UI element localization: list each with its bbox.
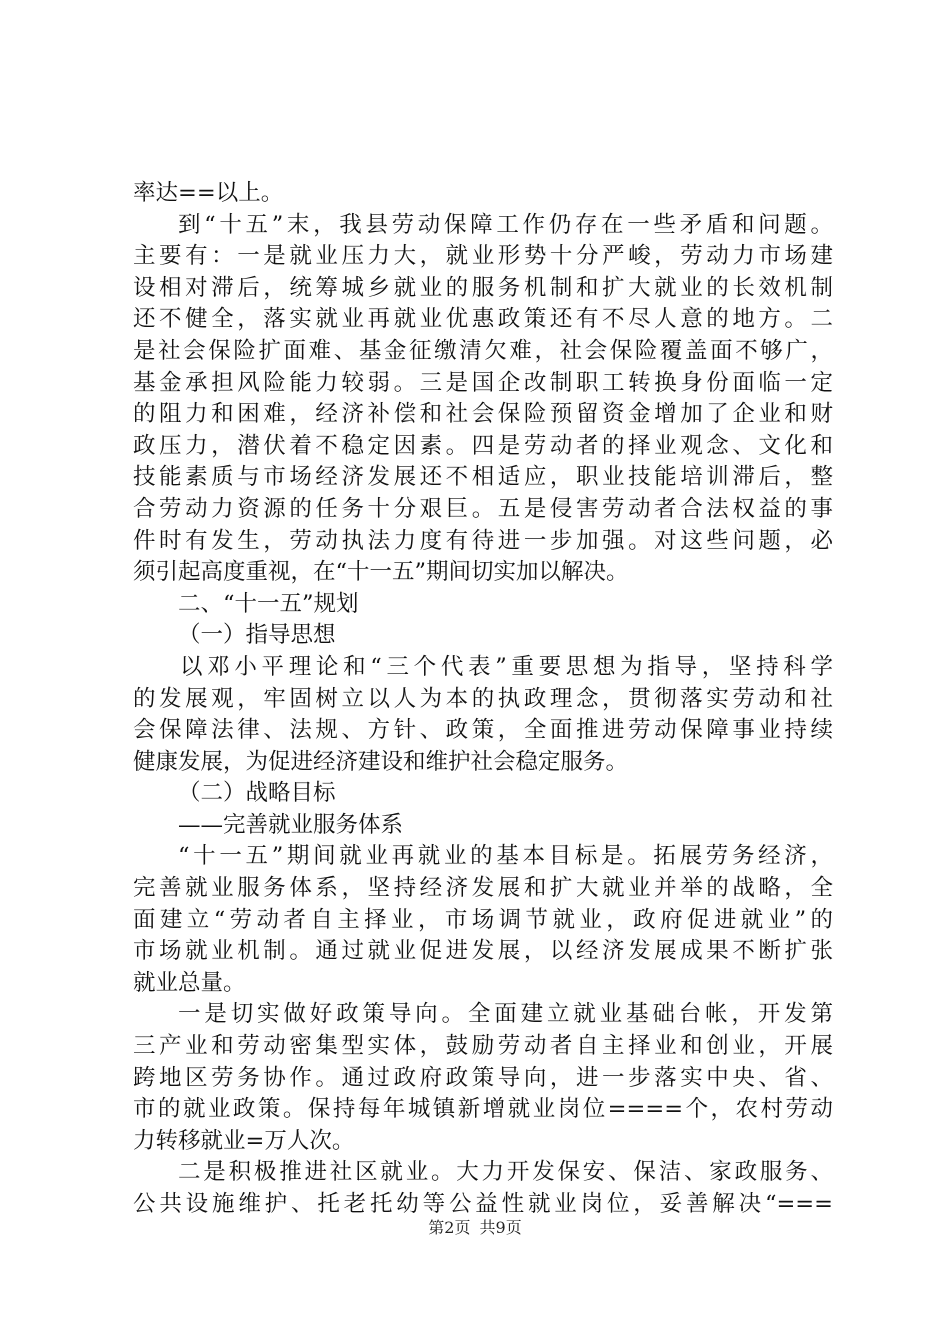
page-number: 第2页 <box>428 1218 471 1237</box>
text-line: 二是积极推进社区就业。大力开发保安、保洁、家政服务、 <box>178 1159 833 1186</box>
page-footer <box>0 1217 950 1239</box>
text-line: 设相对滞后，统筹城乡就业的服务机制和扩大就业的长效机制 <box>133 274 833 301</box>
text-line: 主要有：一是就业压力大，就业形势十分严峻，劳动力市场建 <box>133 243 833 270</box>
text-line: 政压力，潜伏着不稳定因素。四是劳动者的择业观念、文化和 <box>133 432 833 459</box>
text-line: 跨地区劳务协作。通过政府政策导向，进一步落实中央、省、 <box>133 1064 833 1091</box>
subsection-heading: ——完善就业服务体系 <box>178 811 404 838</box>
subsection-heading: （一）指导思想 <box>178 622 336 649</box>
text-line: 技能素质与市场经济发展还不相适应，职业技能培训滞后，整 <box>133 464 833 491</box>
text-line: 以邓小平理论和“三个代表”重要思想为指导，坚持科学 <box>180 653 833 680</box>
text-line: 件时有发生，劳动执法力度有待进一步加强。对这些问题，必 <box>133 527 833 554</box>
text-line: 完善就业服务体系，坚持经济发展和扩大就业并举的战略，全 <box>133 875 833 902</box>
section-heading: 二、“十一五”规划 <box>178 590 359 617</box>
text-line: 市场就业机制。通过就业促进发展，以经济发展成果不断扩张 <box>133 938 833 965</box>
text-line: 力转移就业=万人次。 <box>133 1127 355 1154</box>
text-line: 就业总量。 <box>133 969 246 996</box>
text-line: “十一五”期间就业再就业的基本目标是。拓展劳务经济， <box>178 843 833 870</box>
text-line: 还不健全，落实就业再就业优惠政策还有不尽人意的地方。二 <box>133 306 833 333</box>
text-line: 的阻力和困难，经济补偿和社会保险预留资金增加了企业和财 <box>133 401 833 428</box>
text-line: 到“十五”末，我县劳动保障工作仍存在一些矛盾和问题。 <box>178 211 833 238</box>
text-line: 市的就业政策。保持每年城镇新增就业岗位====个，农村劳动 <box>133 1096 833 1123</box>
document-body <box>133 178 833 1221</box>
subsection-heading: （二）战略目标 <box>178 780 336 807</box>
page-total: 共9页 <box>479 1218 522 1237</box>
text-line: 合劳动力资源的任务十分艰巨。五是侵害劳动者合法权益的事 <box>133 495 833 522</box>
text-line: 一是切实做好政策导向。全面建立就业基础台帐，开发第 <box>178 1001 833 1028</box>
text-line: 面建立“劳动者自主择业，市场调节就业，政府促进就业”的 <box>133 906 833 933</box>
text-line: 公共设施维护、托老托幼等公益性就业岗位，妥善解决“=== <box>133 1191 833 1217</box>
text-line: 会保障法律、法规、方针、政策，全面推进劳动保障事业持续 <box>133 717 833 744</box>
text-line: 三产业和劳动密集型实体，鼓励劳动者自主择业和创业，开展 <box>133 1033 833 1060</box>
text-line: 率达==以上。 <box>133 180 284 206</box>
text-line: 的发展观，牢固树立以人为本的执政理念，贯彻落实劳动和社 <box>133 685 833 712</box>
text-line: 基金承担风险能力较弱。三是国企改制职工转换身份面临一定 <box>133 369 833 396</box>
text-line: 须引起高度重视，在“十一五”期间切实加以解决。 <box>133 559 629 586</box>
text-line: 健康发展，为促进经济建设和维护社会稳定服务。 <box>133 748 629 775</box>
text-line: 是社会保险扩面难、基金征缴清欠难，社会保险覆盖面不够广， <box>133 337 833 364</box>
